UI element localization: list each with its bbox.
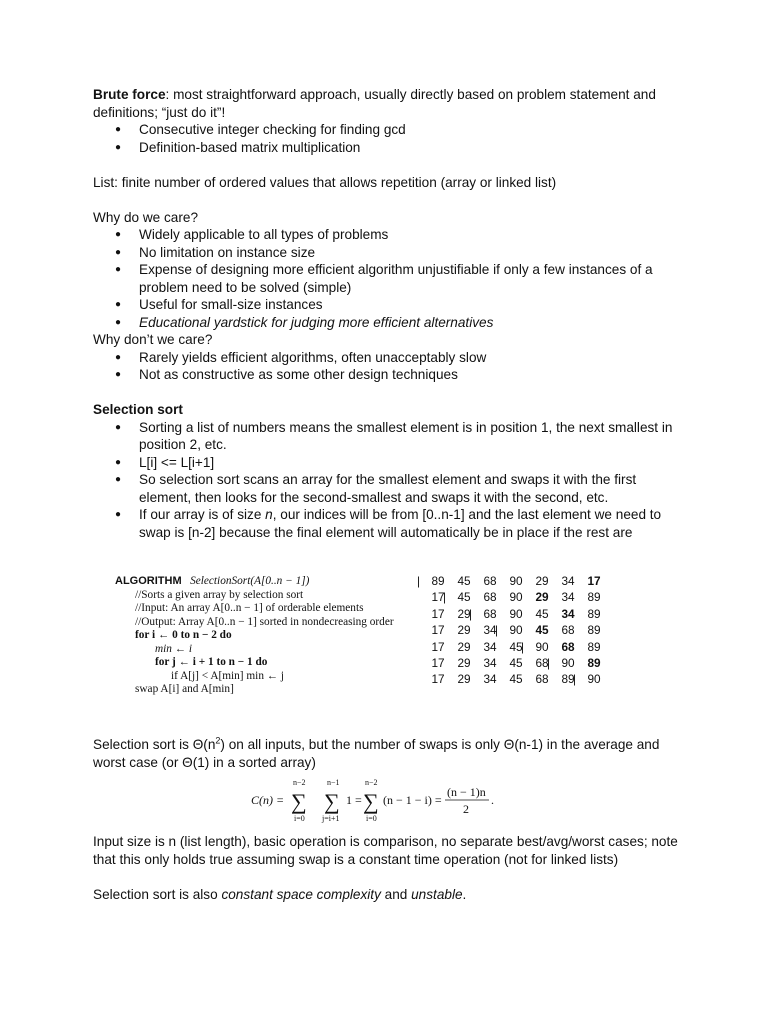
algorithm-pseudocode [115, 575, 394, 697]
trace-cell: 29 [535, 574, 549, 588]
complexity-exponent: 2 [215, 735, 221, 746]
trace-cell: 45 [535, 606, 549, 621]
trace-cell: 45 [509, 639, 523, 654]
trace-cell: 89 [587, 639, 601, 654]
list-item: ● Rarely yields efficient algorithms, often unacceptably slow [93, 349, 683, 367]
trace-cell: | 90 [581, 671, 607, 689]
brute-force-examples [93, 121, 683, 156]
complexity-text-cont: ) on all inputs, but the number of swaps is only Θ(n-1) in the average and worst case (or Θ(1) in a sorted array) [93, 737, 660, 770]
algorithm-name: SelectionSort(A[0..n − 1]) [190, 575, 310, 587]
list-item [93, 506, 683, 541]
list-item: ● Not as constructive as some other design techniques [93, 366, 683, 384]
italic-bullet-text: Educational yardstick for judging more efficient alternatives [139, 314, 494, 330]
trace-cell: | 90 [529, 639, 555, 657]
sum-lower-1: i=0 [294, 814, 305, 823]
trace-cell: 17 [431, 672, 445, 687]
why-care-list [93, 226, 683, 331]
list-item: ● Widely applicable to all types of problems [93, 226, 683, 244]
list-definition: List: finite number of ordered values that allows repetition (array or linked list) [93, 174, 557, 190]
trace-cell: 34 [483, 639, 497, 654]
trace-cell: 68 [483, 574, 497, 588]
why-not-title: Why don’t we care? [93, 332, 213, 347]
pseudocode-comment: //Sorts a given array by selection sort [135, 588, 304, 601]
trace-cell: 17 [431, 655, 445, 670]
trace-cell: 34 [561, 590, 575, 605]
trace-cell: 17 [587, 574, 601, 588]
trace-cell: 68 [535, 655, 549, 670]
trace-cell: 89 [587, 590, 601, 605]
trace-cell: 29 [457, 655, 471, 670]
trace-cell: 29 [457, 606, 471, 621]
space-text: Selection sort is also [93, 886, 222, 902]
formula-one: 1 = [346, 793, 362, 807]
trace-cell: 29 [457, 672, 471, 687]
formula-lhs: C(n) = [251, 793, 285, 807]
trace-cell: 89 [587, 623, 601, 638]
pseudocode-line: for i ← 0 to n − 2 do [135, 629, 232, 641]
brute-force-definition: : most straightforward approach, usually directly based on problem statement and definitions; “just do it”! [93, 87, 656, 120]
bullet-variable: n [265, 507, 273, 522]
sigma-symbol-2: ∑ [324, 789, 340, 814]
trace-cell: 34 [561, 606, 575, 621]
sum-lower-2: j=i+1 [322, 814, 340, 823]
trace-cell: | 68 [477, 606, 503, 624]
pseudocode-line: for j ← i + 1 to n − 1 do [155, 656, 268, 668]
bullet-text-cont: , our indices will be from [0..n-1] and the last element we need to swap is [n-2] because the final element will automatically be in place if the rest are [139, 507, 662, 540]
trace-cell: 89 [587, 606, 601, 621]
space-text-mid: and [380, 886, 412, 902]
trace-cell: 17 [431, 623, 445, 638]
pseudocode-comment: //Output: Array A[0..n − 1] sorted in nondecreasing order [135, 615, 394, 628]
trace-cell: 90 [509, 590, 523, 605]
trace-cell: 34 [483, 672, 497, 687]
space-complexity-paragraph [93, 886, 683, 904]
formula-numerator: (n − 1)n [447, 785, 486, 799]
list-item: ● Consecutive integer checking for finding gcd [93, 121, 683, 139]
trace-cell: 45 [509, 655, 523, 670]
sum-upper-3: n−2 [365, 778, 378, 787]
trace-cell: 68 [535, 672, 549, 687]
selection-sort-list [93, 419, 683, 542]
trace-cell: 90 [509, 574, 523, 588]
trace-cell: 45 [457, 574, 471, 588]
space-text-end: . [462, 886, 467, 902]
list-item: ● Expense of designing more efficient algorithm unjustifiable if only a few instances of a problem need to be solved (simple) [93, 261, 683, 296]
selection-sort-title: Selection sort [93, 402, 183, 417]
list-item: ● Sorting a list of numbers means the smallest element is in position 1, the next smallest in position 2, etc. [93, 419, 683, 454]
document-page [93, 86, 683, 903]
list-item [93, 314, 683, 332]
trace-cell: | 45 [451, 589, 477, 607]
sum-lower-3: i=0 [366, 814, 377, 823]
sum-upper-1: n−2 [293, 778, 306, 787]
formula-denominator: 2 [463, 802, 469, 816]
trace-cell: 17 [431, 606, 445, 621]
comparison-count-formula [93, 775, 683, 825]
algorithm-label: ALGORITHM [115, 575, 182, 587]
pseudocode-line: swap A[i] and A[min] [135, 683, 234, 695]
bullet-text: If our array is of size [139, 507, 266, 522]
sigma-symbol-1: ∑ [291, 789, 307, 814]
trace-cell: 29 [535, 590, 549, 605]
brute-force-paragraph [93, 86, 683, 121]
trace-cell: 34 [483, 655, 497, 670]
list-item: ● L[i] <= L[i+1] [93, 454, 683, 472]
selection-sort-heading [93, 401, 683, 419]
list-item: ● No limitation on instance size [93, 244, 683, 262]
brute-force-term: Brute force [93, 87, 166, 102]
trace-cell: 17 [431, 590, 445, 605]
trace-cell: | 90 [555, 655, 581, 673]
trace-cell: 89 [587, 655, 601, 670]
why-care-title: Why do we care? [93, 209, 199, 225]
trace-cell: 45 [535, 623, 549, 638]
trace-cell: 89 [561, 672, 575, 687]
trace-cell: 29 [457, 639, 471, 654]
complexity-text: Selection sort is Θ(n [93, 737, 216, 752]
trace-cell: 17 [431, 639, 445, 654]
list-item: ● Definition-based matrix multiplication [93, 139, 683, 157]
algorithm-figure [93, 571, 683, 706]
pseudocode-comment: //Input: An array A[0..n − 1] of orderable elements [135, 602, 364, 614]
list-item: ● So selection sort scans an array for the smallest element and swaps it with the first element, then looks for the second-smallest and swaps it with the second, etc. [93, 471, 683, 506]
list-item: ● Useful for small-size instances [93, 296, 683, 314]
trace-cell: 29 [457, 623, 471, 638]
sum-upper-2: n−1 [327, 778, 340, 787]
space-term-1: constant space complexity [221, 886, 381, 902]
pseudocode-text: min ← i [155, 642, 193, 655]
trace-cell: 90 [509, 606, 523, 621]
trace-cell: 34 [561, 574, 575, 588]
trace-cell: 34 [483, 623, 497, 638]
formula-period: . [491, 793, 494, 807]
trace-cell: 68 [561, 639, 575, 654]
sigma-symbol-3: ∑ [363, 789, 379, 814]
why-not-list [93, 349, 683, 384]
trace-cell: 45 [509, 672, 523, 687]
trace-cell: 68 [561, 623, 575, 638]
trace-cell: | 89 [425, 573, 451, 591]
pseudocode-line [115, 643, 394, 657]
space-term-2: unstable [411, 886, 463, 902]
trace-cell: | 90 [503, 622, 529, 640]
complexity-paragraph [93, 736, 683, 771]
pseudocode-line: if A[j] < A[min] min ← j [171, 669, 285, 682]
input-size-paragraph: Input size is n (list length), basic operation is comparison, no separate best/avg/worst cases; note that this only holds true assuming swap is a constant time operation (not for linked lists) [93, 834, 678, 867]
formula-term: (n − 1 − i) = [383, 793, 442, 807]
trace-cell: 68 [483, 590, 497, 605]
formula-graphic [243, 775, 543, 825]
